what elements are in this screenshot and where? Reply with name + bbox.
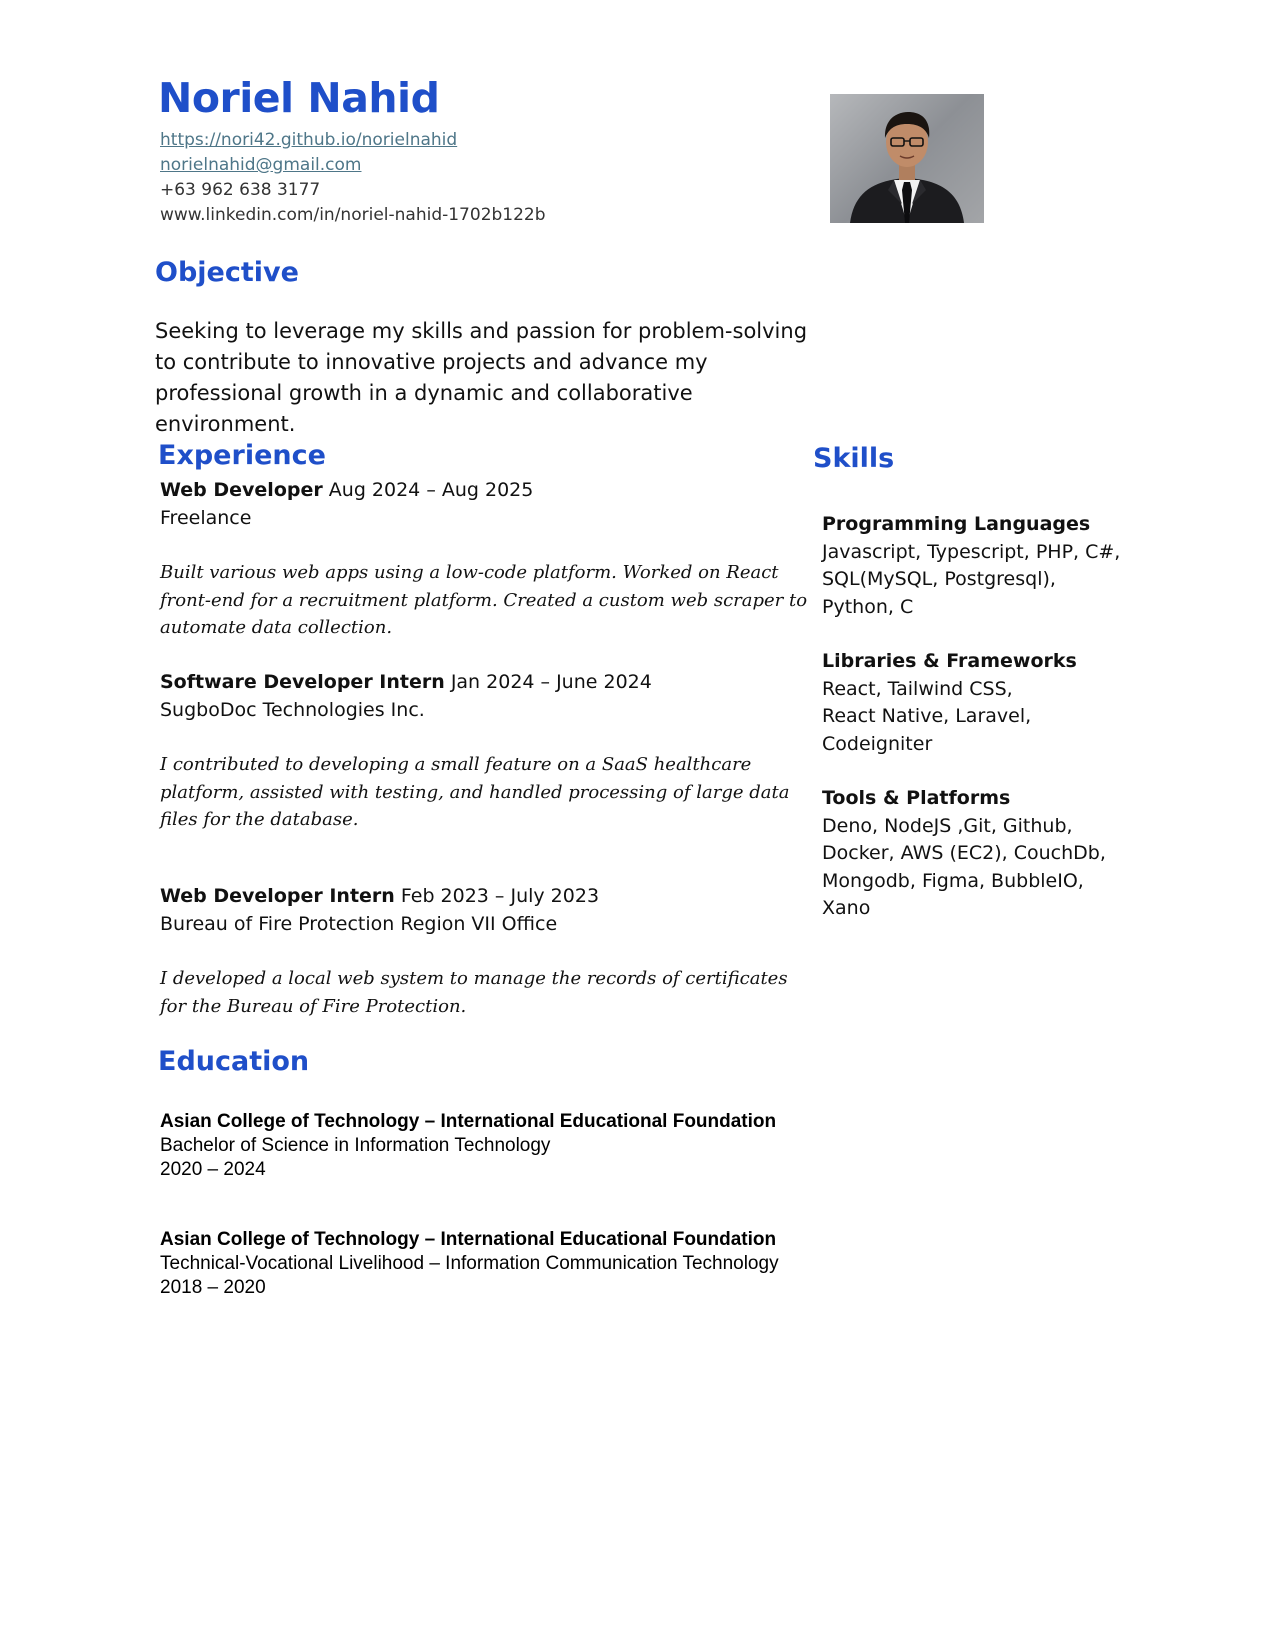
website-link[interactable]: https://nori42.github.io/norielnahid (160, 130, 458, 150)
skill-group (822, 648, 1122, 758)
job-company: Bureau of Fire Protection Region VII Office (160, 913, 558, 935)
skill-line: Xano (822, 897, 871, 919)
candidate-name: Noriel Nahid (158, 74, 440, 122)
job-entry (160, 882, 810, 1020)
skill-line: Docker, AWS (EC2), CouchDb, (822, 842, 1106, 864)
objective-title: Objective (155, 257, 299, 288)
school-name: Asian College of Technology – International Educational Foundation (160, 1229, 777, 1250)
skill-line: Mongodb, Figma, BubbleIO, (822, 869, 1084, 892)
skill-line: Deno, NodeJS ,Git, Github, (822, 814, 1073, 837)
job-dates: Aug 2024 – Aug 2025 (328, 479, 534, 501)
skill-line: SQL(MySQL, Postgresql), (822, 568, 1056, 590)
job-description: I contributed to developing a small feature on a SaaS healthcare platform, assisted with testing, and handled processing of large data files for the database. (160, 754, 790, 830)
skill-line: Javascript, Typescript, PHP, C#, (822, 540, 1121, 563)
email-link[interactable]: norielnahid@gmail.com (160, 155, 362, 175)
skill-group-heading: Programming Languages (822, 513, 1091, 535)
program-name: Technical-Vocational Livelihood – Information Communication Technology (160, 1253, 779, 1274)
skill-group (822, 511, 1122, 621)
objective-text: Seeking to leverage my skills and passion for problem-solving to contribute to innovative projects and advance my professional growth in a dynamic and collaborative environment. (155, 319, 808, 436)
program-name: Bachelor of Science in Information Technology (160, 1135, 551, 1156)
job-company: SugboDoc Technologies Inc. (160, 699, 425, 721)
job-entry (160, 668, 810, 834)
skill-line: Codeigniter (822, 732, 933, 755)
education-title: Education (158, 1046, 310, 1077)
job-heading (160, 476, 810, 504)
job-role: Web Developer Intern (160, 885, 395, 907)
skill-line: React, Tailwind CSS, (822, 677, 1013, 700)
job-entry (160, 476, 810, 642)
school-name: Asian College of Technology – International Educational Foundation (160, 1111, 777, 1132)
job-role: Software Developer Intern (160, 671, 445, 693)
job-heading (160, 882, 810, 910)
person-portrait-icon (830, 94, 984, 223)
study-years: 2020 – 2024 (160, 1159, 266, 1180)
skill-line: React Native, Laravel, (822, 705, 1032, 727)
skill-group (822, 785, 1122, 923)
study-years: 2018 – 2020 (160, 1277, 266, 1298)
job-dates: Feb 2023 – July 2023 (400, 885, 600, 907)
linkedin-url: www.linkedin.com/in/noriel-nahid-1702b122b (160, 205, 546, 225)
job-description: Built various web apps using a low-code platform. Worked on React front-end for a recruitment platform. Created a custom web scraper to automate data collection. (160, 562, 808, 638)
job-company: Freelance (160, 507, 252, 529)
education-entry (160, 1228, 780, 1300)
job-role: Web Developer (160, 479, 323, 501)
phone-number: +63 962 638 3177 (160, 180, 321, 200)
profile-photo (830, 94, 984, 223)
education-entry (160, 1110, 780, 1182)
job-dates: Jan 2024 – June 2024 (450, 671, 652, 693)
experience-title: Experience (158, 440, 326, 471)
job-description: I developed a local web system to manage the records of certificates for the Bureau of Fire Protection. (160, 968, 788, 1017)
skill-line: Python, C (822, 595, 914, 618)
skills-title: Skills (813, 443, 895, 474)
skill-group-heading: Libraries & Frameworks (822, 650, 1077, 672)
skill-group-heading: Tools & Platforms (822, 787, 1011, 809)
job-heading (160, 668, 810, 696)
